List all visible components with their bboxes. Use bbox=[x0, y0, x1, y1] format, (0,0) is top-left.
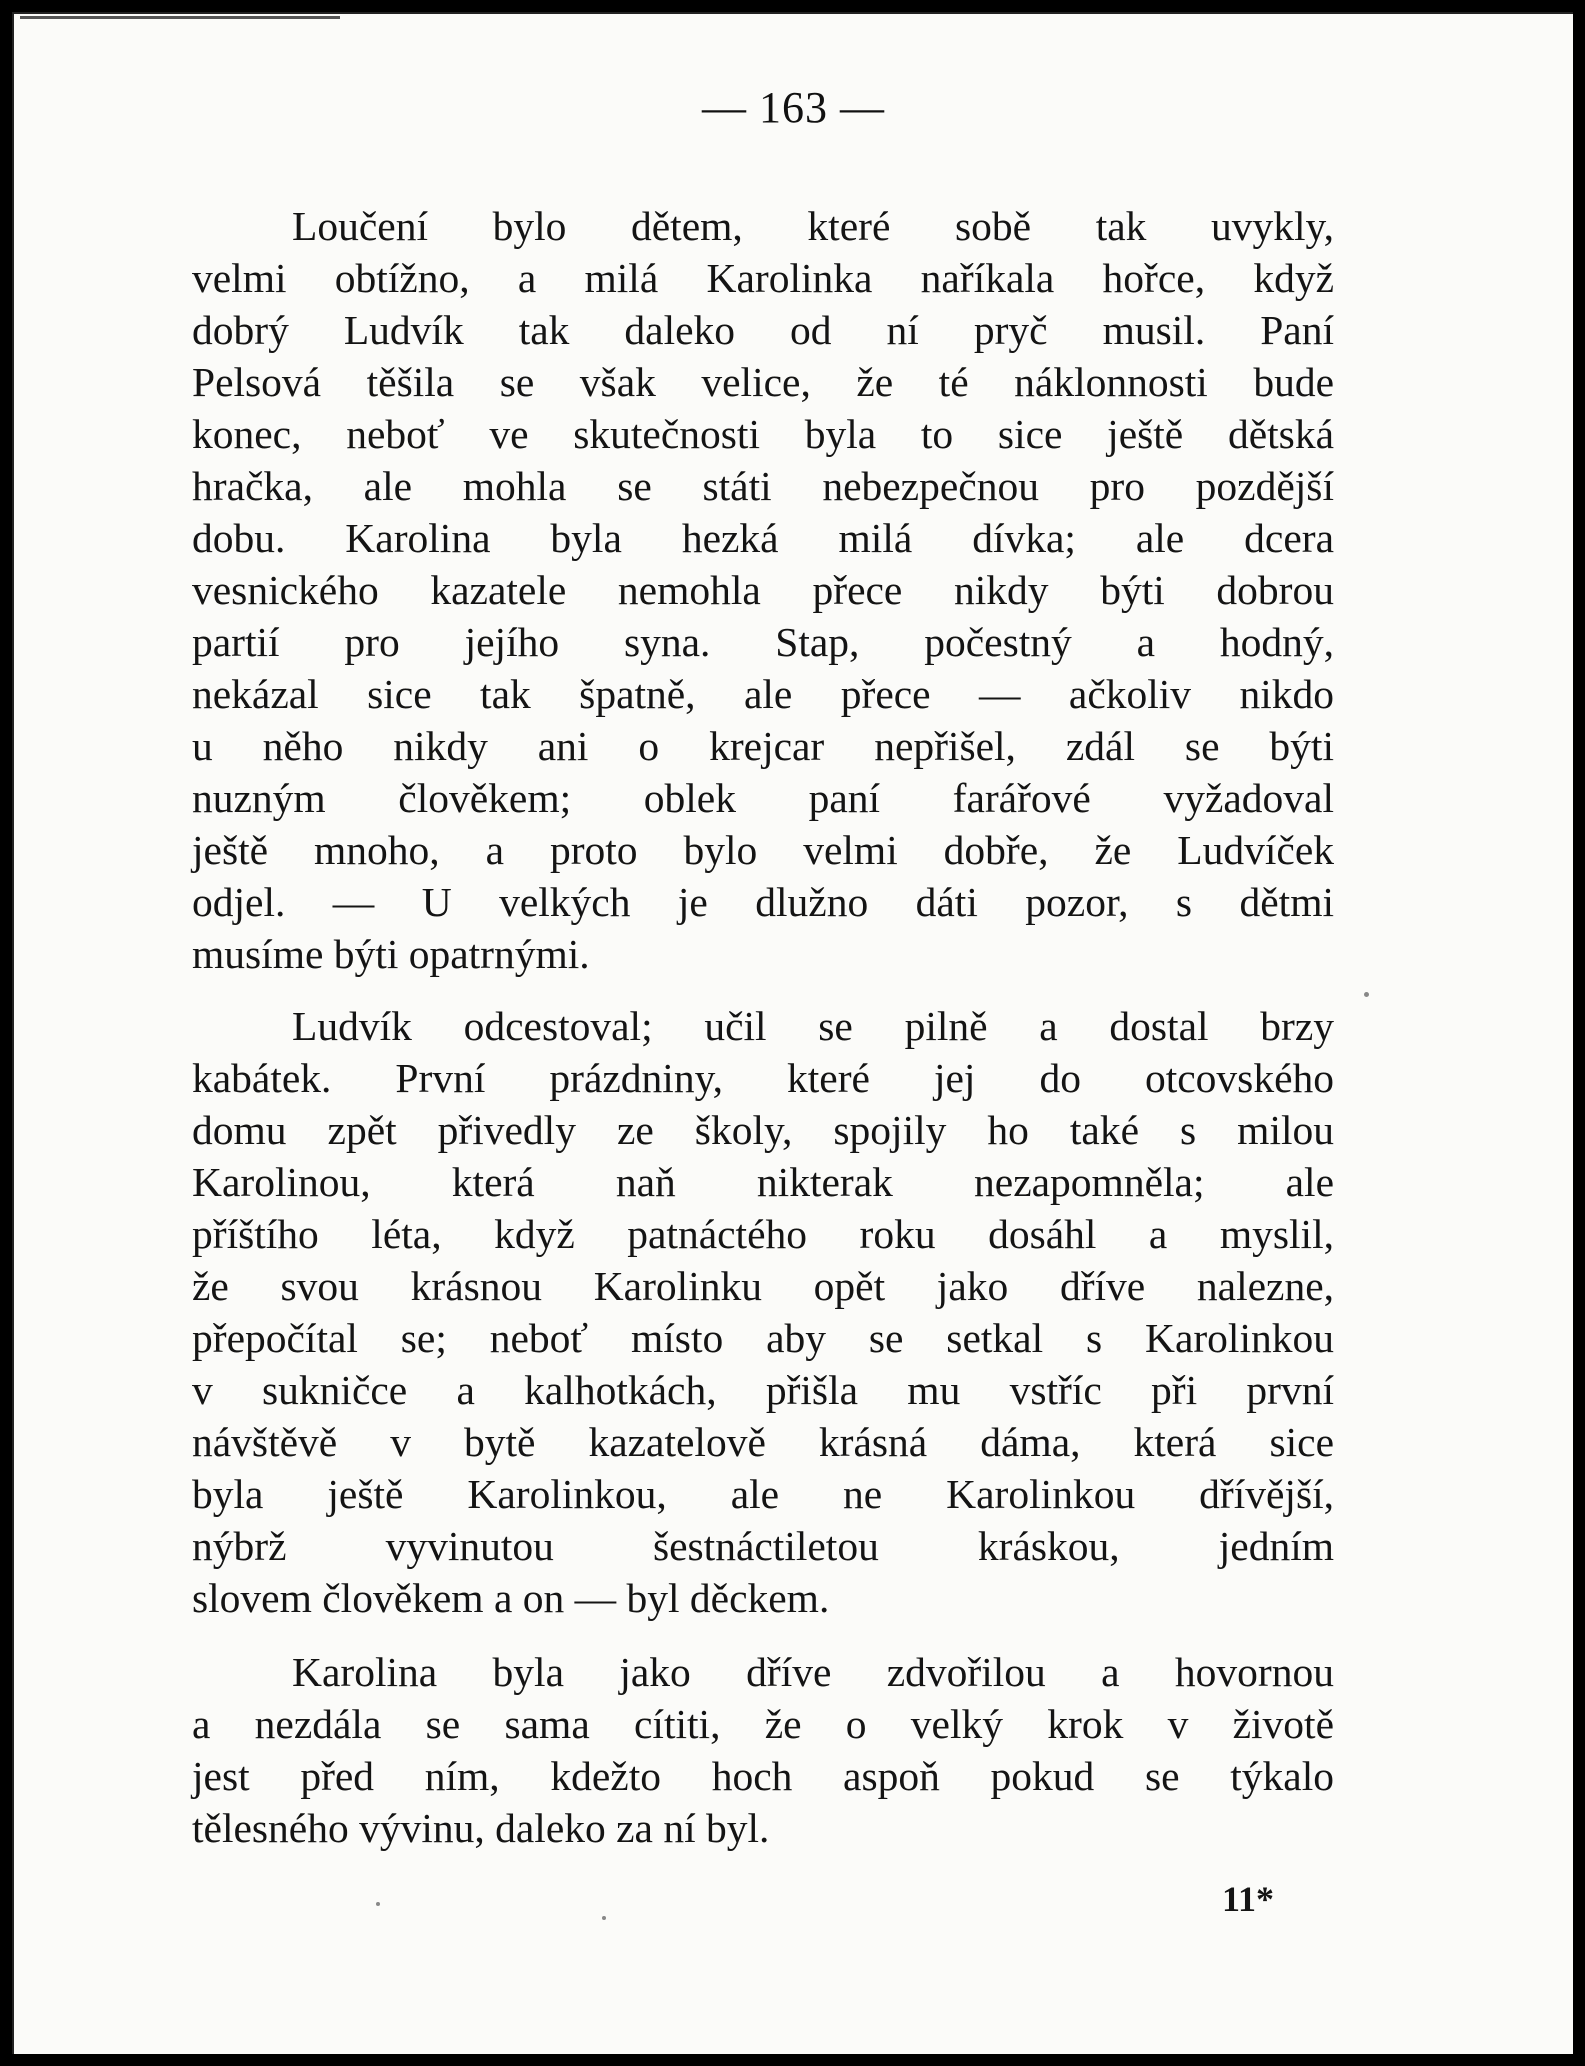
text-line: odjel. — U velkých je dlužno dáti pozor, s dětmi bbox=[192, 879, 1334, 925]
text-line: a nezdála se sama cítiti, že o velký krok v životě bbox=[192, 1701, 1334, 1747]
text-line: nuzným člověkem; oblek paní farářové vyžadoval bbox=[192, 775, 1334, 821]
print-speck bbox=[376, 1902, 380, 1906]
text-line: dobu. Karolina byla hezká milá dívka; ale dcera bbox=[192, 515, 1334, 561]
paragraph-1 bbox=[192, 200, 1334, 980]
text-line: v sukničce a kalhotkách, přišla mu vstříc při první bbox=[192, 1367, 1334, 1413]
text-line: musíme býti opatrnými. bbox=[192, 931, 590, 977]
text-line: slovem člověkem a on — byl děckem. bbox=[192, 1575, 830, 1621]
text-line: Loučení bylo dětem, které sobě tak uvykly, bbox=[292, 203, 1334, 249]
text-line: Karolinou, která naň nikterak nezapomněla; ale bbox=[192, 1159, 1334, 1205]
paragraph-3 bbox=[192, 1646, 1334, 1854]
print-speck bbox=[602, 1916, 606, 1920]
text-line: Karolina byla jako dříve zdvořilou a hovornou bbox=[292, 1649, 1334, 1695]
text-line: ještě mnoho, a proto bylo velmi dobře, že Ludvíček bbox=[192, 827, 1334, 873]
text-line: velmi obtížno, a milá Karolinka naříkala hořce, když bbox=[192, 255, 1334, 301]
text-line: tělesného vývinu, daleko za ní byl. bbox=[192, 1805, 770, 1851]
text-line: návštěvě v bytě kazatelově krásná dáma, která sice bbox=[192, 1419, 1334, 1465]
text-line: že svou krásnou Karolinku opět jako dříve nalezne, bbox=[192, 1263, 1334, 1309]
page-number: — 163 — bbox=[702, 83, 885, 132]
text-line: vesnického kazatele nemohla přece nikdy býti dobrou bbox=[192, 567, 1334, 613]
text-line: kabátek. První prázdniny, které jej do otcovského bbox=[192, 1055, 1334, 1101]
text-line: dobrý Ludvík tak daleko od ní pryč musil. Paní bbox=[192, 307, 1334, 353]
text-line: u něho nikdy ani o krejcar nepřišel, zdál se býti bbox=[192, 723, 1334, 769]
text-line: hračka, ale mohla se státi nebezpečnou pro pozdější bbox=[192, 463, 1334, 509]
text-line: Pelsová těšila se však velice, že té náklonnosti bude bbox=[192, 359, 1334, 405]
text-line: příštího léta, když patnáctého roku dosáhl a myslil, bbox=[192, 1211, 1334, 1257]
print-speck bbox=[1364, 992, 1369, 997]
paragraph-2 bbox=[192, 1000, 1334, 1624]
book-page bbox=[12, 12, 1573, 2054]
text-line: konec, neboť ve skutečnosti byla to sice ještě dětská bbox=[192, 411, 1334, 457]
signature-mark: 11* bbox=[1222, 1879, 1275, 1919]
text-line: Ludvík odcestoval; učil se pilně a dostal brzy bbox=[292, 1003, 1334, 1049]
text-line: domu zpět přivedly ze školy, spojily ho také s milou bbox=[192, 1107, 1334, 1153]
text-line: nekázal sice tak špatně, ale přece — ačkoliv nikdo bbox=[192, 671, 1334, 717]
text-line: partií pro jejího syna. Stap, počestný a hodný, bbox=[192, 619, 1334, 665]
top-edge-mark bbox=[20, 16, 340, 19]
text-line: jest před ním, kdežto hoch aspoň pokud se týkalo bbox=[192, 1753, 1334, 1799]
text-line: nýbrž vyvinutou šestnáctiletou kráskou, jedním bbox=[192, 1523, 1334, 1569]
text-line: přepočítal se; neboť místo aby se setkal s Karolinkou bbox=[192, 1315, 1334, 1361]
text-line: byla ještě Karolinkou, ale ne Karolinkou dřívější, bbox=[192, 1471, 1334, 1517]
